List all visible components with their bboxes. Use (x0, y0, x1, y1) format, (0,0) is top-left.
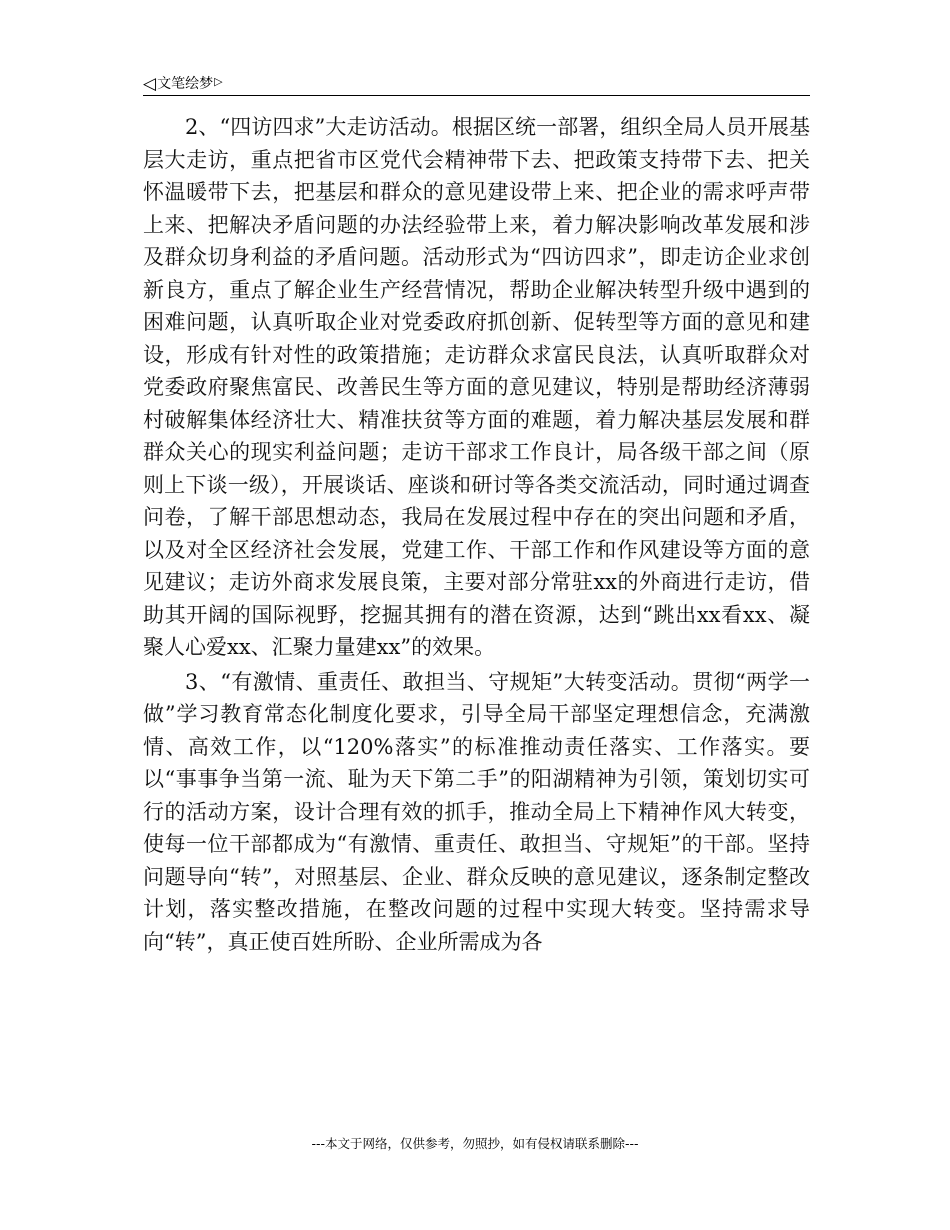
right-triangle-icon: ▷ (214, 75, 223, 88)
paragraph-2: 2、“四访四求”大走访活动。根据区统一部署，组织全局人员开展基层大走访，重点把省市区党代会精神带下去、把政策支持带下去、把关怀温暖带下去，把基层和群众的意见建设带上来、把企业的需求呼声带上来、把解决矛盾问题的办法经验带上来，着力解决影响改革发展和涉及群众切身利益的矛盾问题。活动形式为“四访四求”，即走访企业求创新良方，重点了解企业生产经营情况，帮助企业解决转型升级中遇到的困难问题，认真听取企业对党委政府抓创新、促转型等方面的意见和建设，形成有针对性的政策措施；走访群众求富民良法，认真听取群众对党委政府聚焦富民、改善民生等方面的意见建议，特别是帮助经济薄弱村破解集体经济壮大、精准扶贫等方面的难题，着力解决基层发展和群群众关心的现实利益问题；走访干部求工作良计，局各级干部之间（原则上下谈一级），开展谈话、座谈和研讨等各类交流活动，同时通过调查问卷，了解干部思想动态，我局在发展过程中存在的突出问题和矛盾，以及对全区经济社会发展，党建工作、干部工作和作风建设等方面的意见建议；走访外商求发展良策，主要对部分常驻xx的外商进行走访，借助其开阔的国际视野，挖掘其拥有的潜在资源，达到“跳出xx看xx、凝聚人心爱xx、汇聚力量建xx”的效果。 (143, 115, 810, 659)
left-triangle-icon: ◁ (143, 74, 157, 94)
paragraph-3: 3、“有激情、重责任、敢担当、守规矩”大转变活动。贯彻“两学一做”学习教育常态化制度化要求，引导全局干部坚定理想信念，充满激情、高效工作，以“120%落实”的标准推动责任落实、工作落实。要以“事事争当第一流、耻为天下第二手”的阳湖精神为引领，策划切实可行的活动方案，设计合理有效的抓手，推动全局上下精神作风大转变，使每一位干部都成为“有激情、重责任、敢担当、守规矩”的干部。坚持问题导向“转”，对照基层、企业、群众反映的意见建议，逐条制定整改计划，落实整改措施，在整改问题的过程中实现大转变。坚持需求导向“转”，真正使百姓所盼、企业所需成为各 (143, 669, 810, 954)
page-footer: ---本文于网络，仅供参考，勿照抄，如有侵权请联系删除--- (311, 1136, 639, 1151)
page-header (143, 72, 810, 96)
header-title: 文笔绘梦 (157, 76, 214, 92)
document-body (143, 111, 810, 960)
